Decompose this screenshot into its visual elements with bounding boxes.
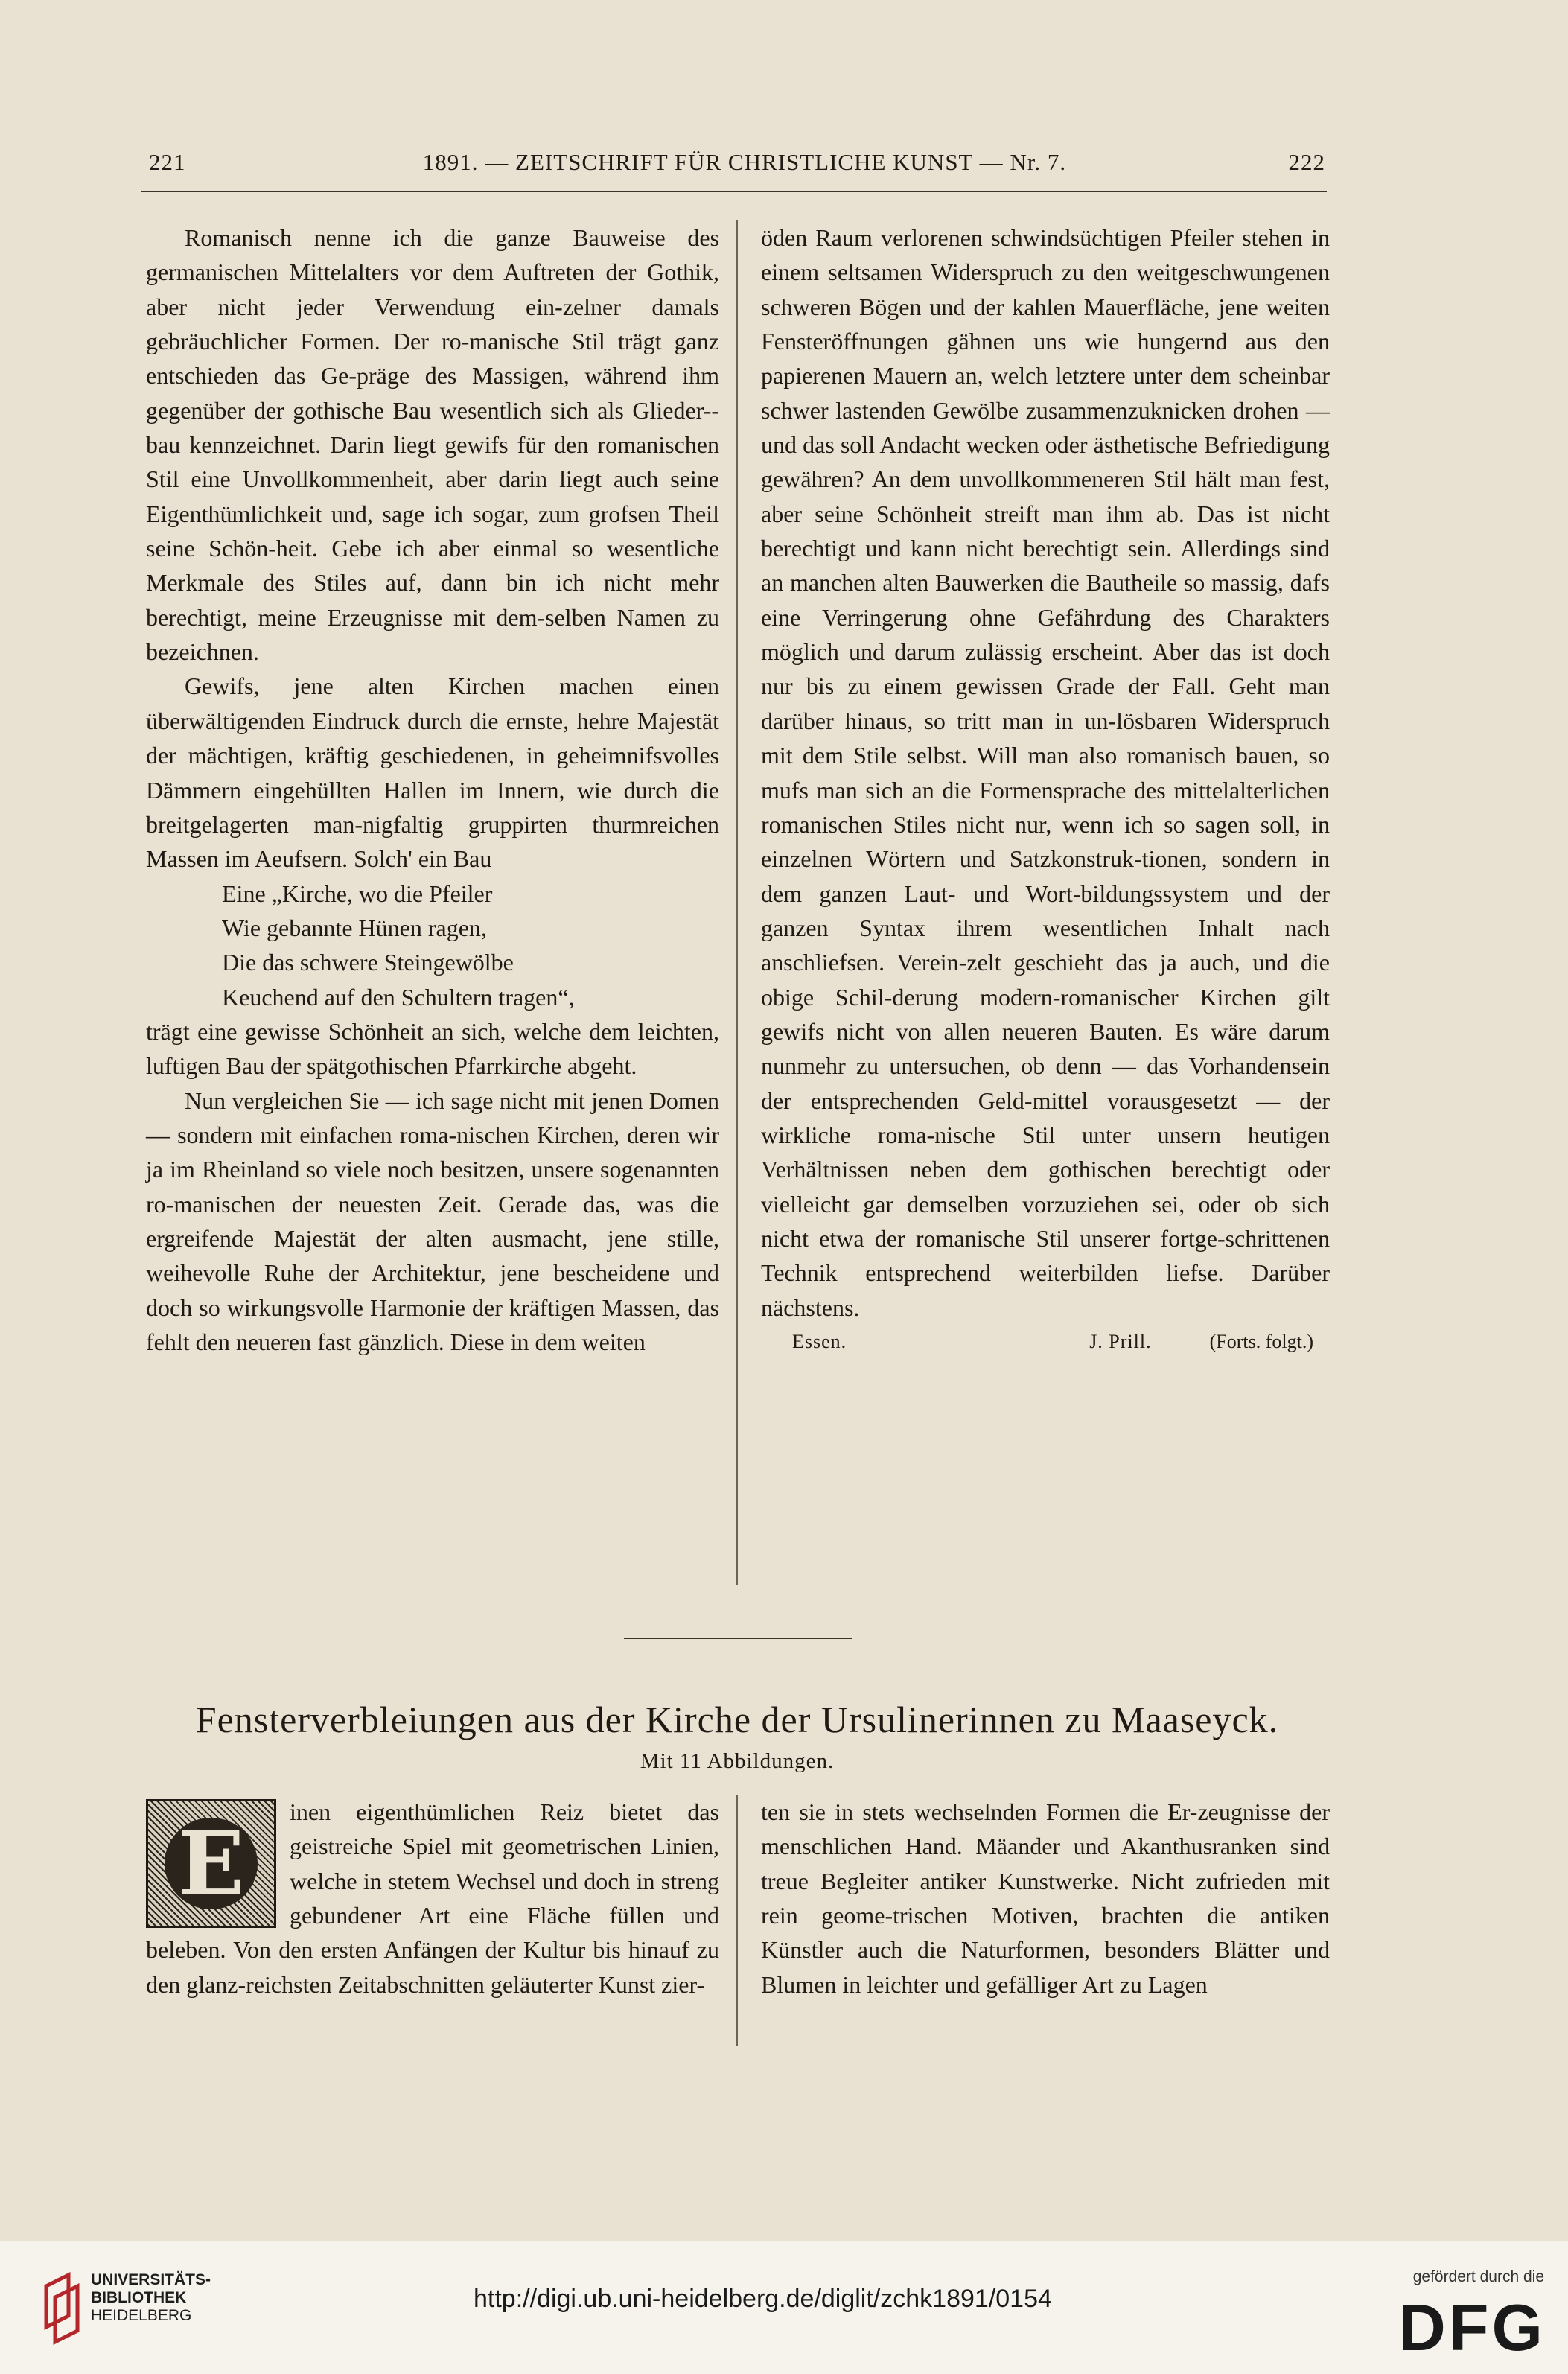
signature-line [761, 1325, 1210, 1359]
paragraph: Romanisch nenne ich die ganze Bauweise des germanischen Mittelalters vor dem Auftreten der Gothik, aber nicht jeder Verwendung ein-zelner damals gebräuchlicher Formen. Der ro-manische Stil trägt ganz entschieden das Ge-präge des Massigen, während ihm gegenüber der gothische Bau wesentlich sich als Glieder-bau kennzeichnet. Darin liegt gewifs für den romanischen Stil eine Unvollkommenheit, aber darin liegt auch seine Eigenthümlichkeit und, sage ich sogar, zum grofsen Theil seine Schön-heit. Gebe ich aber einmal so wesentliche Merkmale des Stiles auf, dann bin ich nicht mehr berechtigt, meine Erzeugnisse mit dem-selben Namen zu bezeichnen. [146, 224, 719, 666]
library-name-line: UNIVERSITÄTS- [91, 2271, 211, 2288]
header-rule [141, 191, 1327, 192]
article-title: Fensterverbleiungen aus der Kirche der Ursulinerinnen zu Maaseyck. [195, 1699, 1279, 1740]
section-separator [624, 1638, 852, 1639]
drop-initial-letter: E [165, 1818, 258, 1909]
paragraph: inen eigenthümlichen Reiz bietet das geistreiche Spiel mit geometrischen Linien, welche in stetem Wechsel und doch in streng gebundener Art eine Fläche füllen und beleben. Von den ersten Anfängen der Kultur bis hinauf zu den glanz-reichsten Zeitabschnitten geläuterter Kunst zier- [146, 1798, 719, 1998]
paragraph: Nun vergleichen Sie — ich sage nicht mit jenen Domen — sondern mit einfachen roma-nischen Kirchen, deren wir ja im Rheinland so viele noch besitzen, unsere sogenannten ro-manischen der neuesten Zeit. Gerade das, was die ergreifende Majestät der alten ausmacht, jene stille, weihevolle Ruhe der Architektur, jene bescheidene und doch so wirkungsvolle Harmonie der kräftigen Massen, das fehlt den neueren fast gänzlich. Diese in dem weiten [146, 1086, 719, 1355]
column-divider [736, 1795, 738, 2046]
verse-line: Die das schwere Steingewölbe [222, 949, 514, 976]
permalink[interactable]: http://digi.ub.uni-heidelberg.de/diglit/zchk1891/0154 [474, 2285, 1052, 2313]
paragraph: Gewifs, jene alten Kirchen machen einen überwältigenden Eindruck durch die ernste, hehre Majestät der mächtigen, kräftig geschiedenen, in geheimnifsvolles Dämmern eingehüllten Hallen im Innern, wie durch die breitgelagerten man-nigfaltig gruppirten thurmreichen Massen im Aeufsern. Solch' ein Bau [146, 672, 719, 873]
left-column-top [146, 220, 719, 1359]
sponsor-note: gefördert durch die [1412, 2268, 1544, 2285]
running-title: 1891. — ZEITSCHRIFT FÜR CHRISTLICHE KUNST — Nr. 7. [422, 149, 1067, 175]
paragraph: trägt eine gewisse Schönheit an sich, welche dem leichten, luftigen Bau der spätgothischen Pfarrkirche abgeht. [146, 1017, 719, 1080]
verse-line: Eine „Kirche, wo die Pfeiler [222, 879, 493, 907]
verse-line: Keuchend auf den Schultern tragen“, [222, 983, 575, 1011]
column-divider [736, 220, 738, 1585]
right-column-bottom [761, 1795, 1330, 2002]
right-column-top [761, 220, 1330, 1359]
page-number-left: 221 [149, 149, 186, 175]
library-logo-icon [39, 2271, 85, 2346]
paragraph: öden Raum verlorenen schwindsüchtigen Pfeiler stehen in einem seltsamen Widerspruch zu den weitgeschwungenen schweren Bögen und der kahlen Mauerfläche, jene weiten Fensteröffnungen gähnen uns wie hungernd aus den papierenen Mauern an, welch letztere unter dem scheinbar schwer lastenden Gewölbe zusammenzuknicken drohen — und das soll Andacht wecken oder ästhetische Befriedigung gewähren? An dem unvollkommeneren Stil hält man fest, aber seine Schönheit streift man ihm ab. Das ist nicht berechtigt und kann nicht berechtigt sein. Allerdings sind an manchen alten Bauwerken die Bautheile so massig, dafs eine Verringerung ohne Gefährdung des Charakters möglich und darum zulässig erscheint. Aber das ist doch nur bis zu einem gewissen Grade der Fall. Geht man darüber hinaus, so tritt man in un-lösbaren Widerspruch mit dem Stile selbst. Will man also romanisch bauen, so mufs man sich an die Formensprache des mittelalterlichen romanischen Stiles nicht nur, wenn ich so sagen soll, in einzelnen Wörtern und Satzkonstruk-tionen, sondern in dem ganzen Laut- und Wort-bildungssystem und der ganzen Syntax ihrem wesentlichen Inhalt nach anschliefsen. Verein-zelt geschieht das ja auch, und die obige Schil-derung modern-romanischer Kirchen gilt gewifs nicht von allen neueren Bauten. Es wäre darum nunmehr zu untersuchen, ob denn — das Vorhandensein der entsprechenden Geld-mittel vorausgesetzt — der wirkliche roma-nische Stil unter unsern heutigen Verhältnissen neben dem gothischen berechtigt oder vielleicht gar demselben vorzuziehen sei, oder ob sich nicht etwa der romanische Stil unserer fortge-schrittenen Technik entsprechend weiterbilden liefse. Darüber nächstens. [761, 224, 1330, 1321]
paragraph: ten sie in stets wechselnden Formen die Er-zeugnisse der menschlichen Hand. Mäander und Akanthusranken sind treue Begleiter antiker Kunstwerke. Nicht zufrieden mit rein geome-trischen Motiven, brachten die antiken Künstler auch die Naturformen, besonders Blätter und Blumen in leichter und gefälliger Art zu Lagen [761, 1798, 1330, 1998]
drop-initial-icon [146, 1799, 276, 1928]
continuation-note: (Forts. folgt.) [1209, 1331, 1313, 1352]
dfg-logo: DFG [1398, 2291, 1546, 2364]
article-subtitle: Mit 11 Abbildungen. [640, 1749, 835, 1773]
page-number-right: 222 [1288, 149, 1325, 175]
library-name-line: BIBLIOTHEK [91, 2289, 187, 2306]
signature-author: J. Prill. [1089, 1331, 1152, 1352]
library-name-line: HEIDELBERG [91, 2307, 192, 2324]
left-column-bottom [146, 1795, 719, 2002]
verse-line: Wie gebannte Hünen ragen, [222, 914, 487, 941]
library-name [91, 2271, 211, 2325]
signature-place: Essen. [792, 1331, 847, 1352]
